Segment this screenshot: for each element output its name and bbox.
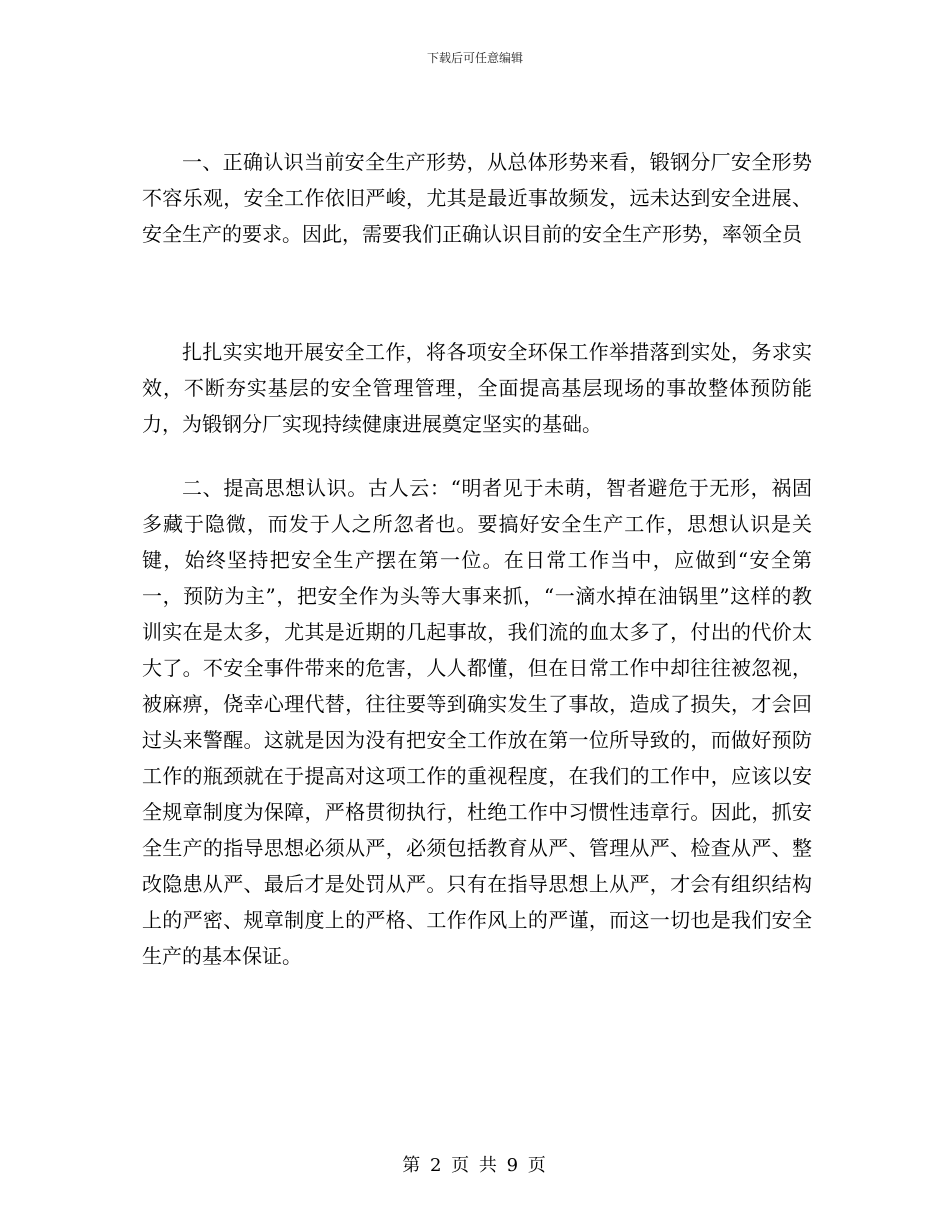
paragraph-safety-situation: 一、正确认识当前安全生产形势，从总体形势来看，锻钢分厂安全形势不容乐观，安全工作依旧严峻，尤其是最近事故频发，远未达到安全进展、安全生产的要求。因此，需要我们正确认识目前的安全生产形势，率领全员 — [142, 150, 812, 246]
page-number: 第 2 页 共 9 页 — [402, 1155, 548, 1176]
document-body — [142, 144, 812, 974]
paragraph-raise-awareness: 二、提高思想认识。古人云：“明者见于未萌，智者避危于无形，祸固多藏于隐微，而发于人之所忽者也。要搞好安全生产工作，思想认识是关键，始终坚持把安全生产摆在第一位。在日常工作当中，应做到“安全第一，预防为主”，把安全作为头等大事来抓，“一滴水掉在油锅里”这样的教训实在是太多，尤其是近期的几起事故，我们流的血太多了，付出的代价太大了。不安全事件带来的危害，人人都懂，但在日常工作中却往往被忽视，被麻痹，侥幸心理代替，往往要等到确实发生了事故，造成了损失，才会回过头来警醒。这就是因为没有把安全工作放在第一位所导致的，而做好预防工作的瓶颈就在于提高对这项工作的重视程度，在我们的工作中，应该以安全规章制度为保障，严格贯彻执行，杜绝工作中习惯性违章行。因此，抓安全生产的指导思想必须从严，必须包括教育从严、管理从严、检查从严、整改隐患从严、最后才是处罚从严。只有在指导思想上从严，才会有组织结构上的严密、规章制度上的严格、工作作风上的严谨，而这一切也是我们安全生产的基本保证。 — [142, 476, 812, 968]
page-header: 下载后可任意编辑 — [426, 51, 523, 65]
paragraph-safety-work: 扎扎实实地开展安全工作，将各项安全环保工作举措落到实处，务求实效，不断夯实基层的安全管理管理，全面提高基层现场的事故整体预防能力，为锻钢分厂实现持续健康进展奠定坚实的基础。 — [142, 340, 812, 436]
